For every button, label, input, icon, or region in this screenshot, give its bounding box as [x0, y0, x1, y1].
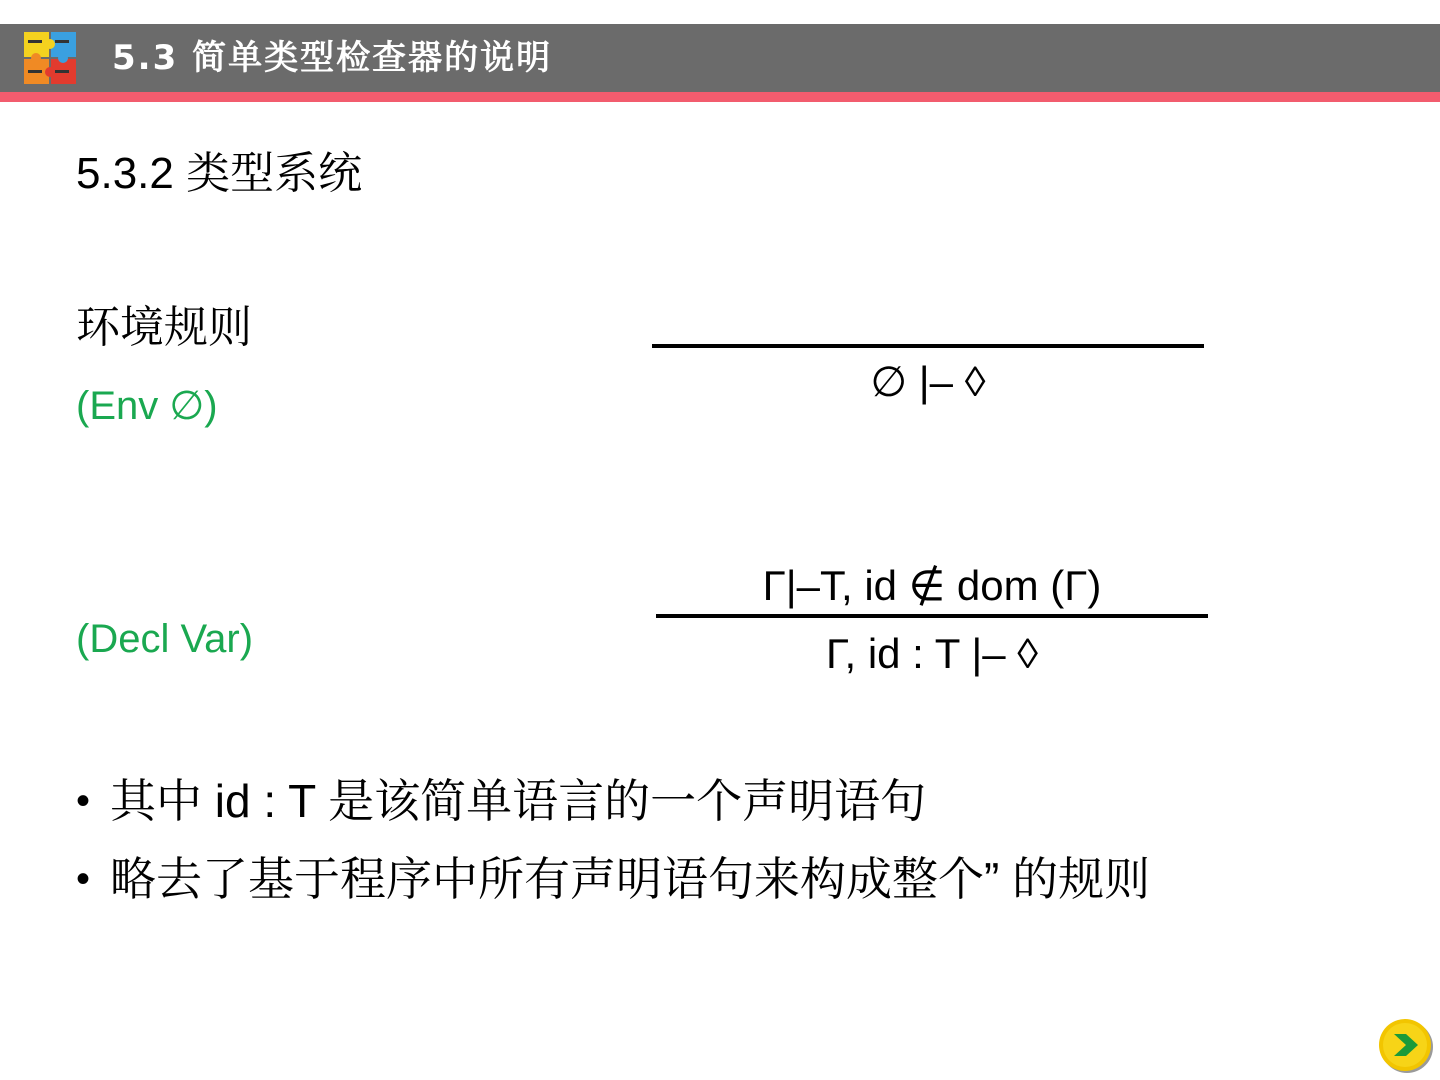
- next-slide-button[interactable]: [1376, 1016, 1434, 1074]
- formula-decl-var-premise: Γ|–T, id ∉ dom (Γ): [762, 562, 1102, 609]
- rule-group-label: 环境规则: [76, 303, 252, 352]
- header-title: 5.3 简单类型检查器的说明: [112, 38, 553, 78]
- formula-decl-var-conclusion: Γ, id : T |– ◊: [825, 630, 1039, 677]
- header-accent-stripe: [0, 92, 1440, 102]
- bullet-text: 略去了基于程序中所有声明语句来构成整个” 的规则: [110, 853, 1151, 905]
- puzzle-logo-icon: [22, 30, 78, 86]
- rule-name-decl-var: (Decl Var): [76, 617, 254, 661]
- list-item: [76, 840, 1150, 918]
- bullet-dot: •: [76, 779, 91, 823]
- bullet-dot: •: [76, 857, 91, 901]
- list-item: [76, 762, 1150, 840]
- formula-env-empty-conclusion: ∅ |– ◊: [870, 358, 986, 405]
- rule-line-env-empty: [652, 344, 1204, 348]
- bullet-text: 其中 id : T 是该简单语言的一个声明语句: [110, 775, 927, 827]
- bullet-list: [76, 762, 1150, 918]
- rule-name-env-empty: (Env ∅): [76, 384, 218, 428]
- rule-line-decl-var: [656, 614, 1208, 618]
- section-title: 5.3.2 类型系统: [76, 149, 363, 198]
